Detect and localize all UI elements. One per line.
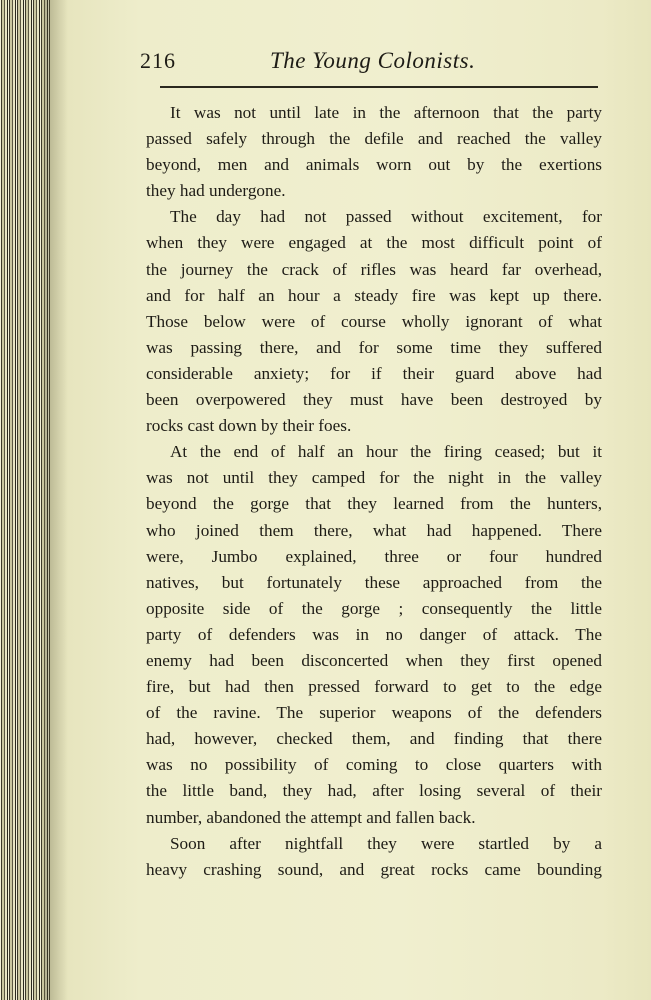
text-line: At the end of half an hour the firing ceased; but it	[170, 442, 602, 462]
text-line: rocks cast down by their foes.	[146, 416, 352, 436]
text-line: enemy had been disconcerted when they first opened	[146, 650, 602, 670]
page-header	[140, 44, 600, 78]
text-line: Those below were of course wholly ignorant of what	[146, 311, 602, 331]
text-line: when they were engaged at the most difficult point of	[146, 233, 602, 253]
text-line: passed safely through the defile and reached the valley	[146, 129, 602, 149]
text-line: heavy crashing sound, and great rocks came bounding	[146, 859, 602, 879]
text-line: of the ravine. The superior weapons of the defenders	[146, 703, 602, 723]
text-line: It was not until late in the afternoon that the party	[170, 103, 602, 122]
text-line: Soon after nightfall they were startled by a	[170, 833, 602, 853]
text-line: number, abandoned the attempt and fallen back.	[146, 807, 476, 827]
text-line: was passing there, and for some time they suffered	[146, 337, 602, 357]
text-line: The day had not passed without excitement, for	[170, 207, 602, 227]
header-rule	[160, 86, 598, 88]
text-line: were, Jumbo explained, three or four hundred	[146, 546, 602, 566]
text-line: had, however, checked them, and finding that there	[146, 729, 602, 749]
text-line: beyond, men and animals worn out by the exertions	[146, 155, 602, 175]
running-title: The Young Colonists.	[270, 48, 476, 73]
text-line: the journey the crack of rifles was heard far overhead,	[146, 259, 602, 279]
text-line: natives, but fortunately these approached from the	[146, 572, 602, 592]
gutter-shadow	[44, 0, 68, 1000]
text-line: considerable anxiety; for if their guard above had	[146, 363, 602, 383]
text-line: been overpowered they must have been destroyed by	[146, 390, 602, 410]
text-line: who joined them there, what had happened. There	[146, 520, 602, 540]
body-text	[146, 100, 602, 883]
text-line: party of defenders was in no danger of attack. The	[146, 624, 602, 644]
text-line: they had undergone.	[146, 181, 286, 201]
page-number: 216	[140, 48, 176, 73]
text-line: fire, but had then pressed forward to get to the edge	[146, 677, 602, 697]
book-spine-edge	[0, 0, 50, 1000]
text-line: opposite side of the gorge ; consequently the little	[146, 598, 602, 618]
text-line: and for half an hour a steady fire was kept up there.	[146, 285, 602, 305]
text-line: was not until they camped for the night in the valley	[146, 468, 602, 488]
text-line: the little band, they had, after losing several of their	[146, 781, 602, 801]
text-line: beyond the gorge that they learned from the hunters,	[146, 494, 602, 514]
text-line: was no possibility of coming to close quarters with	[146, 755, 602, 775]
